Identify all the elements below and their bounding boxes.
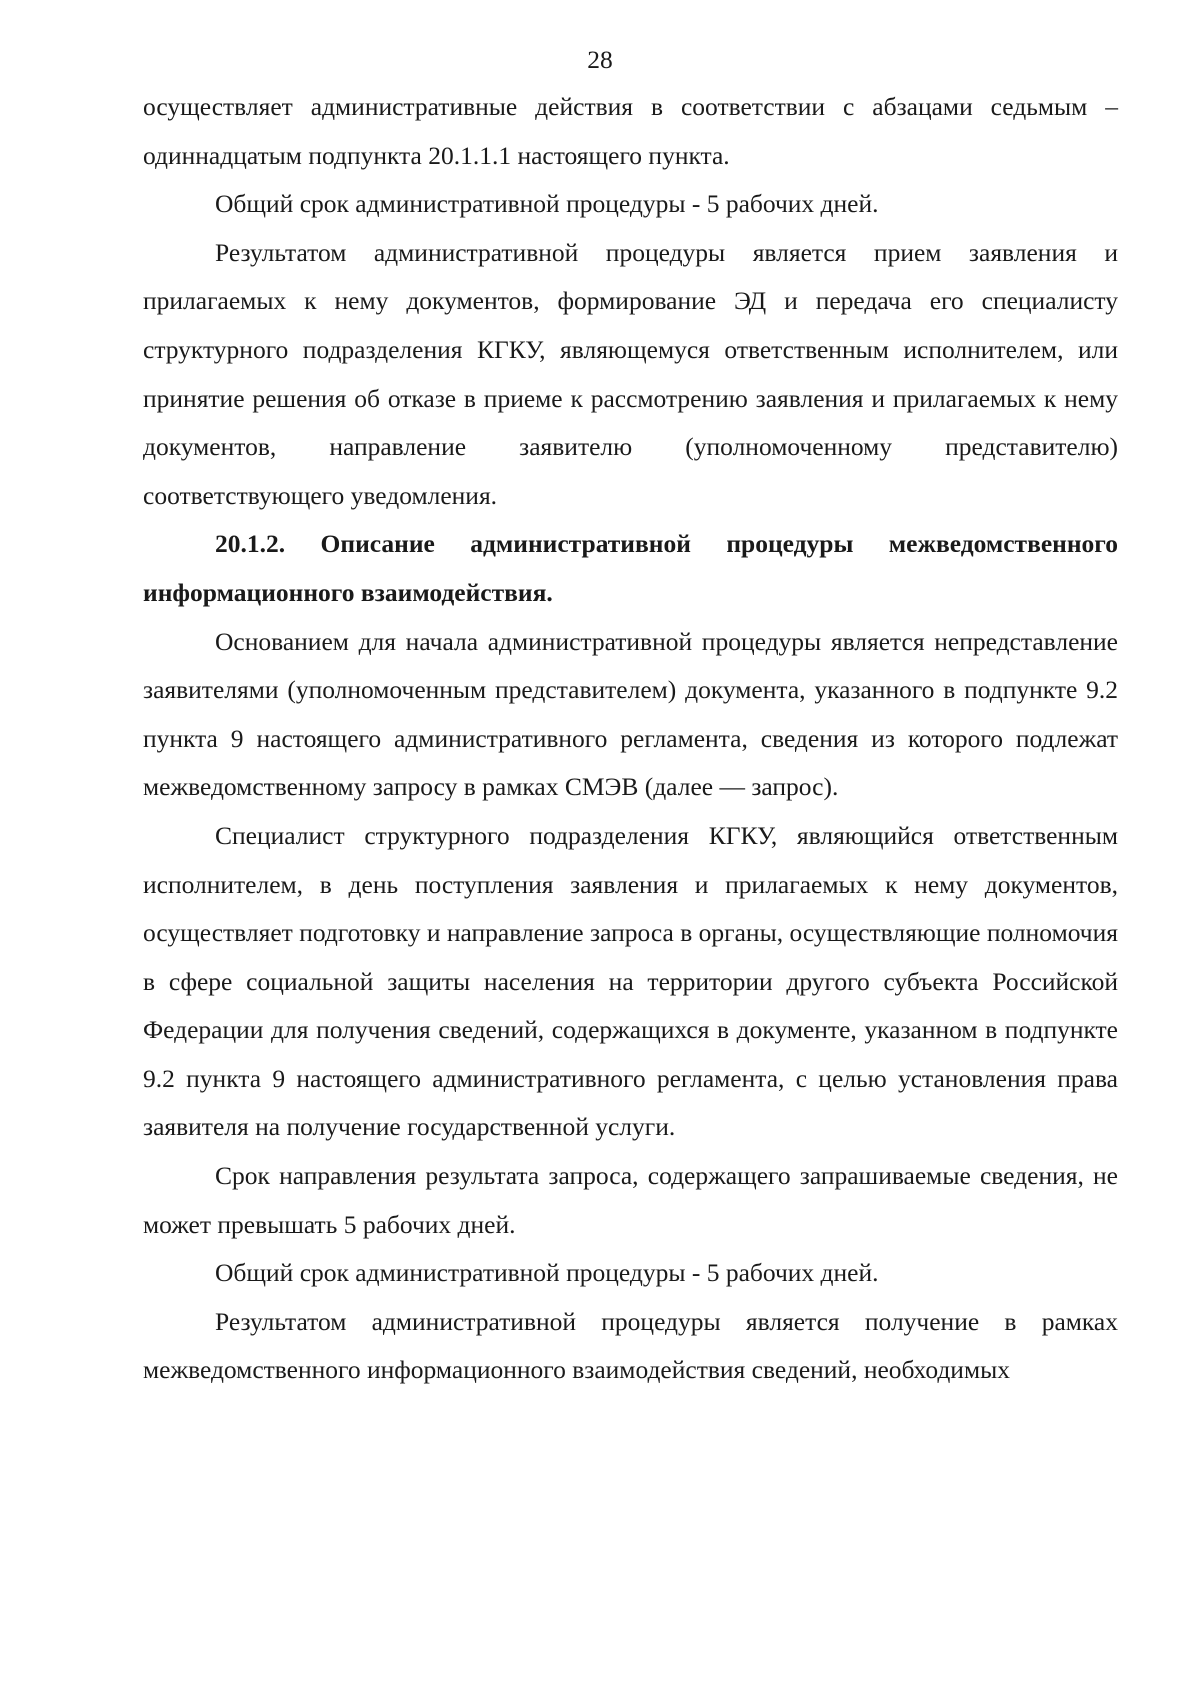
paragraph-continuation: осуществляет административные действия в соответствии с абзацами седьмым – одиннадцатым подпункта 20.1.1.1 настоящего пункта.: [143, 92, 1118, 170]
page-number: 28: [587, 45, 613, 74]
paragraph-interaction-result: Результатом административной процедуры является получение в рамках межведомственного информационного взаимодействия сведений, необходимых: [143, 1306, 1118, 1385]
paragraph-procedure-result: Результатом административной процедуры является прием заявления и прилагаемых к нему документов, формирование ЭД и передача его специалисту структурного подразделения КГКУ, являющемуся ответственным исполнителем, или принятие решения об отказе в приеме к рассмотрению заявления и прилагаемых к нему документов, направление заявителю (уполномоченному представителю) соответствующего уведомления.: [143, 237, 1118, 510]
paragraph-specialist-request: Специалист структурного подразделения КГКУ, являющийся ответственным исполнителем, в день поступления заявления и прилагаемых к нему документов, осуществляет подготовку и направление запроса в органы, осуществляющие полномочия в сфере социальной защиты населения на территории другого субъекта Российской Федерации для получения сведений, содержащихся в документе, указанном в подпункте 9.2 пункта 9 настоящего административного регламента, с целью установления права заявителя на получение государственной услуги.: [143, 820, 1118, 1142]
document-body: [143, 83, 1118, 1395]
paragraph-procedure-term: Общий срок административной процедуры - 5 рабочих дней.: [215, 189, 879, 219]
paragraph-total-term: Общий срок административной процедуры - 5 рабочих дней.: [215, 1258, 879, 1288]
paragraph-request-deadline: Срок направления результата запроса, содержащего запрашиваемые сведения, не может превышать 5 рабочих дней.: [143, 1161, 1118, 1239]
section-heading: 20.1.2. Описание административной процедуры межведомственного информационного взаимодействия.: [143, 529, 1118, 607]
paragraph-procedure-basis: Основанием для начала административной процедуры является непредставление заявителями (уполномоченным представителем) документа, указанного в подпункте 9.2 пункта 9 настоящего административного регламента, сведения из которого подлежат межведомственному запросу в рамках СМЭВ (далее — запрос).: [143, 626, 1118, 802]
